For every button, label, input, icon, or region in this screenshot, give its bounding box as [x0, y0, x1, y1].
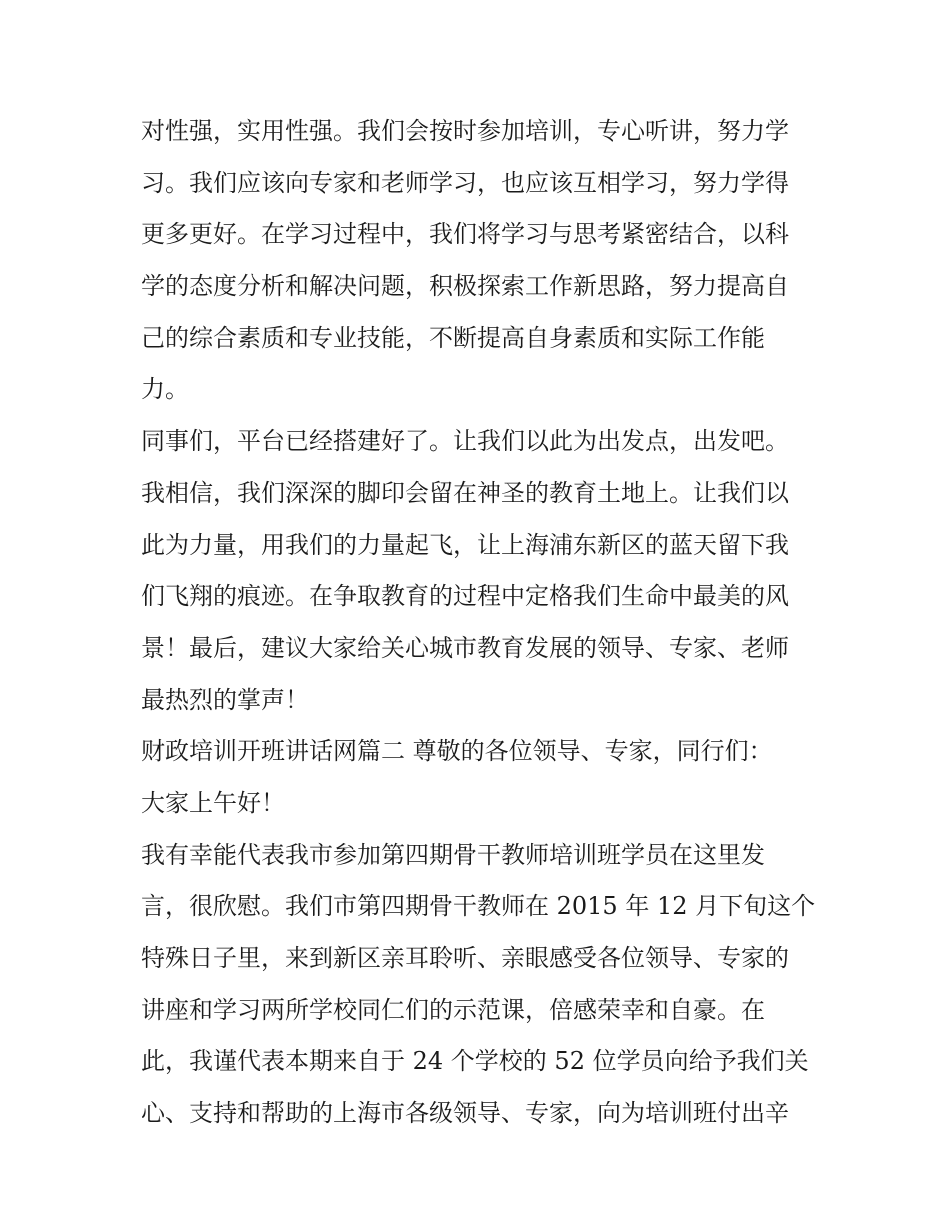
text-line: 更多更好。在学习过程中，我们将学习与思考紧密结合，以科	[141, 220, 789, 249]
text-line: 特殊日子里，来到新区亲耳聆听、亲眼感受各位领导、专家的	[141, 944, 789, 972]
text-line: 讲座和学习两所学校同仁们的示范课，倍感荣幸和自豪。在	[141, 995, 765, 1024]
text-line: 言，很欣慰。我们市第四期骨干教师在 2015 年 12 月下旬这个	[141, 892, 816, 921]
text-line: 对性强，实用性强。我们会按时参加培训，专心听讲，努力学	[141, 117, 789, 145]
text-line: 同事们，平台已经搭建好了。让我们以此为出发点，出发吧。	[141, 427, 789, 456]
text-line: 景！最后，建议大家给关心城市教育发展的领导、专家、老师	[141, 633, 789, 662]
text-line: 我有幸能代表我市参加第四期骨干教师培训班学员在这里发	[141, 840, 765, 869]
text-line: 最热烈的掌声！	[141, 685, 309, 714]
text-line: 大家上午好！	[141, 788, 285, 817]
text-line: 此为力量，用我们的力量起飞，让上海浦东新区的蓝天留下我	[141, 530, 789, 559]
text-line: 学的态度分析和解决问题，积极探索工作新思路，努力提高自	[141, 272, 789, 301]
text-line: 此，我谨代表本期来自于 24 个学校的 52 位学员向给予我们关	[141, 1047, 809, 1076]
document-body	[141, 106, 821, 1140]
text-line: 习。我们应该向专家和老师学习，也应该互相学习，努力学得	[141, 168, 789, 197]
section-heading-line: 财政培训开班讲话网篇二 尊敬的各位领导、专家，同行们：	[141, 737, 773, 766]
text-line: 力。	[141, 375, 189, 404]
text-line: 我相信，我们深深的脚印会留在神圣的教育土地上。让我们以	[141, 478, 789, 507]
text-line: 己的综合素质和专业技能，不断提高自身素质和实际工作能	[141, 323, 765, 352]
text-line: 们飞翔的痕迹。在争取教育的过程中定格我们生命中最美的风	[141, 582, 789, 611]
text-line: 心、支持和帮助的上海市各级领导、专家，向为培训班付出辛	[141, 1099, 789, 1128]
